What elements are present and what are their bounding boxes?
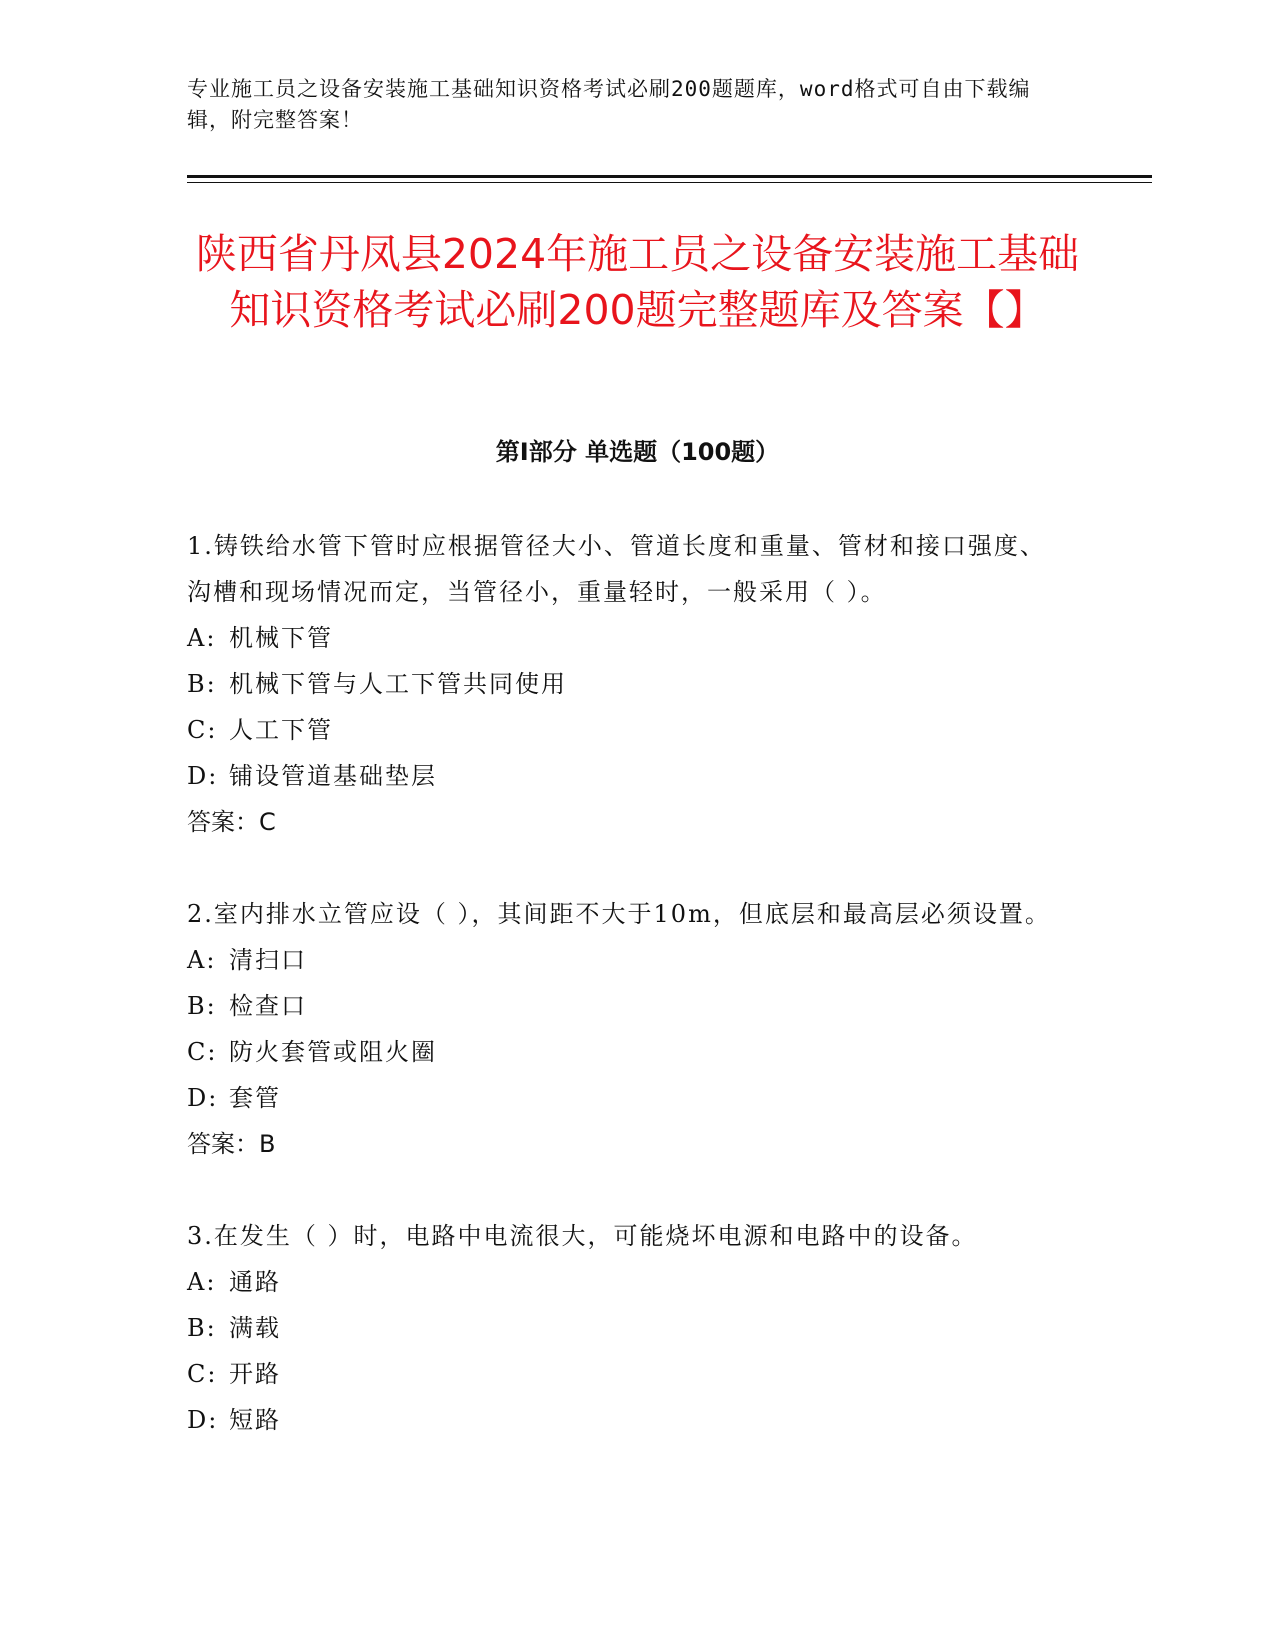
option-c <box>187 707 1067 753</box>
option-b <box>187 983 1067 1029</box>
question-item <box>187 891 1067 1167</box>
option-b <box>187 1305 1067 1351</box>
option-letter: A: <box>187 946 217 974</box>
option-text: 铺设管道基础垫层 <box>229 762 437 790</box>
option-a <box>187 937 1067 983</box>
option-letter: B: <box>187 992 217 1020</box>
option-text: 机械下管与人工下管共同使用 <box>229 670 567 698</box>
answer-line: 答案：C <box>187 808 276 836</box>
option-text: 人工下管 <box>229 716 333 744</box>
question-list <box>187 523 1067 1489</box>
option-letter: C: <box>187 1038 218 1066</box>
option-d <box>187 1397 1067 1443</box>
option-letter: B: <box>187 1314 217 1342</box>
option-text: 防火套管或阻火圈 <box>229 1038 437 1066</box>
option-c <box>187 1029 1067 1075</box>
option-d <box>187 1075 1067 1121</box>
option-text: 短路 <box>229 1406 281 1434</box>
option-letter: C: <box>187 716 218 744</box>
option-text: 开路 <box>229 1360 281 1388</box>
header-divider-thin <box>187 182 1152 183</box>
option-text: 机械下管 <box>229 624 333 652</box>
option-letter: C: <box>187 1360 218 1388</box>
document-title: 陕西省丹凤县2024年施工员之设备安装施工基础知识资格考试必刷200题完整题库及答案【】 <box>195 230 1080 334</box>
question-item <box>187 523 1067 845</box>
section-heading: 第I部分 单选题（100题） <box>495 438 780 466</box>
option-d <box>187 753 1067 799</box>
answer-line: 答案：B <box>187 1130 276 1158</box>
question-stem: 1.铸铁给水管下管时应根据管径大小、管道长度和重量、管材和接口强度、沟槽和现场情况而定，当管径小，重量轻时，一般采用（ ）。 <box>187 532 1046 606</box>
option-c <box>187 1351 1067 1397</box>
option-text: 满载 <box>229 1314 281 1342</box>
option-text: 通路 <box>229 1268 281 1296</box>
option-text: 检查口 <box>229 992 307 1020</box>
option-a <box>187 1259 1067 1305</box>
question-item <box>187 1213 1067 1443</box>
option-letter: D: <box>187 1406 219 1434</box>
option-letter: A: <box>187 1268 217 1296</box>
option-letter: B: <box>187 670 217 698</box>
option-b <box>187 661 1067 707</box>
question-stem: 3.在发生（ ）时，电路中电流很大，可能烧坏电源和电路中的设备。 <box>187 1222 978 1250</box>
header-divider-thick <box>187 175 1152 178</box>
option-letter: D: <box>187 762 219 790</box>
option-text: 套管 <box>229 1084 281 1112</box>
option-letter: D: <box>187 1084 219 1112</box>
header-note: 专业施工员之设备安装施工基础知识资格考试必刷200题题库，word格式可自由下载编辑，附完整答案！ <box>187 77 1031 132</box>
question-stem: 2.室内排水立管应设（ ），其间距不大于10m，但底层和最高层必须设置。 <box>187 900 1051 928</box>
option-a <box>187 615 1067 661</box>
option-text: 清扫口 <box>229 946 307 974</box>
option-letter: A: <box>187 624 217 652</box>
